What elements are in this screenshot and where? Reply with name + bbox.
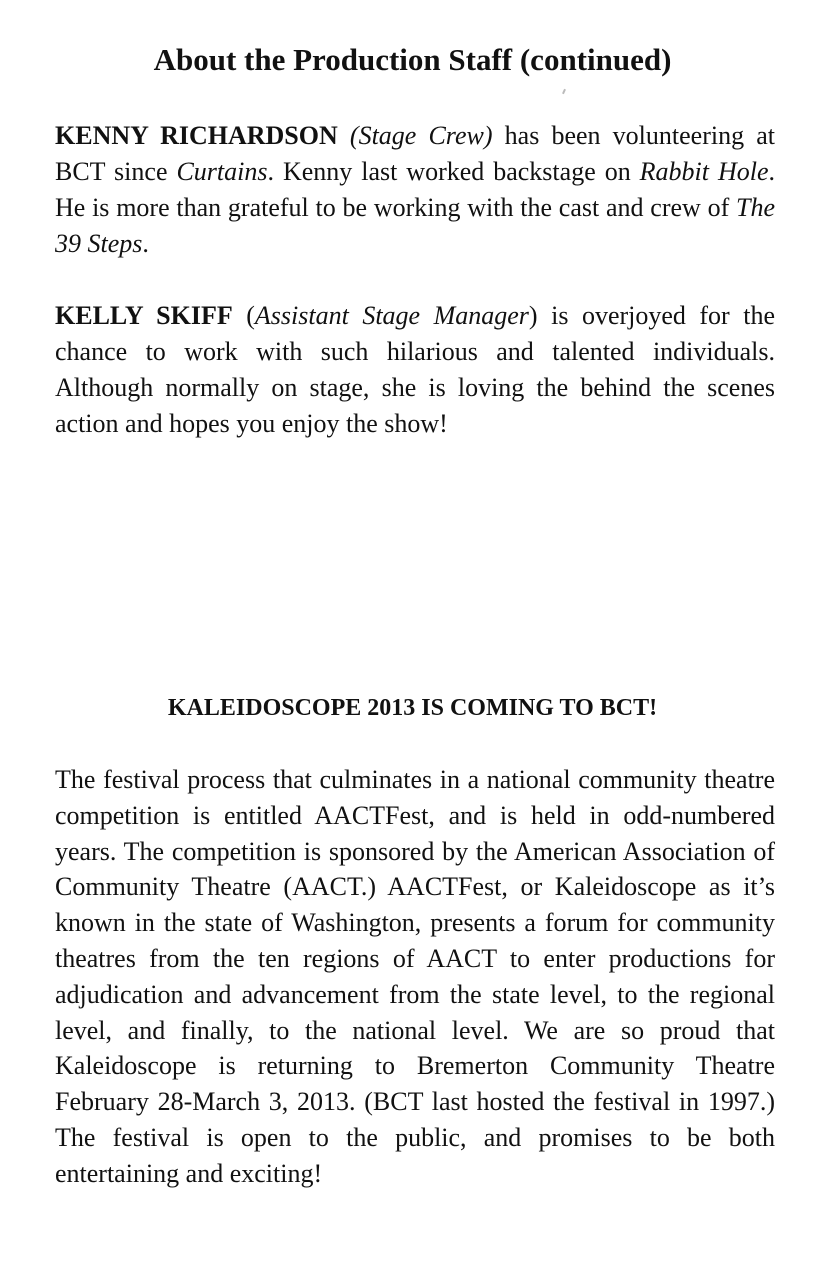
bio-text: . [142,229,149,258]
festival-paragraph: The festival process that culminates in a national community theatre competition is entitled AACTFest, and is held in odd-numbered years. The competition is sponsored by the American Association of Community Theatre (AACT.) AACTFest, or Kaleidoscope as it’s known in the state of Washington, presents a forum for community theatres from the ten regions of AACT to enter productions for adjudication and advancement from the state level, to the regional level, and finally, to the national level. We are so proud that Kaleidoscope is returning to Bremerton Community Theatre February 28-March 3, 2013. (BCT last hosted the festival in 1997.) The festival is open to the public, and promises to be both entertaining and exciting! [55,765,775,1188]
bio-text: is overjoyed for the chance to work with such hilarious and talented individuals. Although normally on stage, she is loving the behind the scenes action and hopes you enjoy the show! [55,301,775,438]
show-title: Curtains [176,157,268,186]
bio-kenny-richardson [55,118,775,262]
bio-role: Assistant Stage Manager [254,301,529,330]
bio-role-close: ) [528,301,538,330]
scan-speck [562,89,566,94]
bio-text: . He is more than grateful to be working with the cast and crew of [55,157,775,222]
bio-text: has been volunteering at BCT since [55,121,775,186]
show-title: Rabbit Hole [639,157,769,186]
page-title: About the Production Staff (continued) [153,42,672,77]
bio-role: (Stage Crew) [349,121,493,150]
bio-name: KENNY RICHARDSON [55,121,338,150]
bio-role-open: ( [232,301,255,330]
bio-text: . Kenny last worked backstage on [267,157,640,186]
section-title: KALEIDOSCOPE 2013 IS COMING TO BCT! [167,695,658,721]
bio-kelly-skiff [55,298,775,442]
show-title: The 39 Steps [55,193,775,258]
bio-name: KELLY SKIFF [55,301,233,330]
